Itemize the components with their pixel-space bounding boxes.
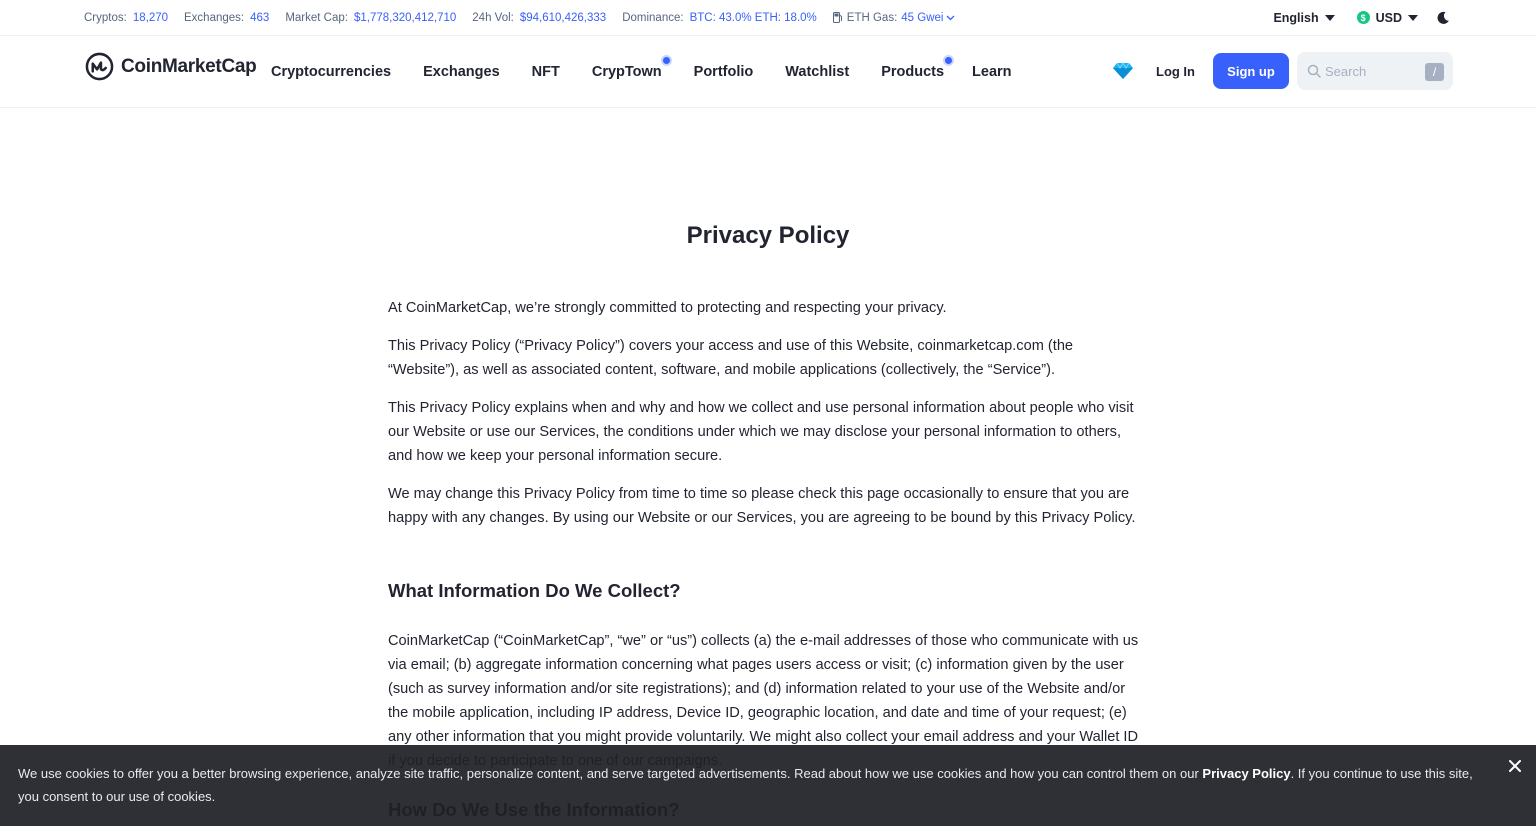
- nav-exchanges[interactable]: Exchanges: [423, 64, 500, 80]
- header-actions: [1112, 52, 1453, 90]
- stat-cryptos: [84, 12, 168, 24]
- stat-marketcap-label: Market Cap:: [285, 11, 348, 24]
- stat-cryptos-label: Cryptos:: [84, 11, 127, 24]
- cookie-message: [18, 762, 1488, 808]
- nav-learn[interactable]: Learn: [972, 64, 1012, 80]
- global-stats: [84, 0, 971, 35]
- cookie-text-after: . If you continue to use this site, you consent to our use of cookies.: [18, 766, 1473, 804]
- coinmarketcap-logo[interactable]: [85, 52, 256, 81]
- paragraph-intro: At CoinMarketCap, we’re strongly committed to protecting and respecting your privacy.: [388, 300, 947, 316]
- paragraph-explains: This Privacy Policy explains when and why and how we collect and use personal information about people who visit our Website or use our Services, the conditions under which we may disclose your personal information to others, and how we keep your personal information secure.: [388, 400, 1134, 464]
- stat-volume-value[interactable]: $94,610,426,333: [519, 11, 607, 24]
- nav-cryptown[interactable]: [592, 64, 662, 80]
- chevron-down-icon[interactable]: [946, 12, 955, 24]
- signup-button[interactable]: Sign up: [1213, 53, 1289, 89]
- page-title: Privacy Policy: [686, 222, 850, 249]
- caret-down-icon: [1408, 15, 1418, 21]
- coinmarketcap-logo-icon: [85, 52, 114, 81]
- close-icon[interactable]: [1508, 759, 1522, 773]
- paragraph-collect: CoinMarketCap (“CoinMarketCap”, “we” or “us”) collects (a) the e-mail addresses of those who communicate with us via email; (b) aggregate information concerning what pages users access or visit; (c) information given by the user (such as survey information and/or site registrations); and (d) information related to your use of the Website and/or the mobile application, including IP address, Device ID, geographic location, and date and time of your request; (e) any other information that you might provide voluntarily. We might also collect your email address and your Wallet ID: [388, 633, 1139, 745]
- nav-nft[interactable]: NFT: [531, 64, 560, 80]
- search-input[interactable]: [1325, 61, 1420, 81]
- paragraph-changes: We may change this Privacy Policy from time to time so please check this page occasionally to ensure that you are happy with any changes. By using our Website or our Services, you are agreeing to be bound by this Privacy Policy.: [388, 486, 1136, 526]
- new-indicator-dot: [945, 57, 952, 64]
- language-selector[interactable]: [1273, 11, 1334, 25]
- currency-label: USD: [1375, 10, 1402, 25]
- language-label: English: [1273, 10, 1319, 25]
- stat-eth-gas-label: ETH Gas:: [846, 11, 898, 24]
- main-nav: [271, 36, 1044, 108]
- search-icon: [1307, 64, 1321, 78]
- stat-exchanges-label: Exchanges:: [184, 11, 245, 24]
- moon-icon[interactable]: [1436, 11, 1450, 25]
- login-button[interactable]: Log In: [1156, 63, 1195, 79]
- nav-cryptocurrencies[interactable]: Cryptocurrencies: [271, 64, 392, 80]
- nav-watchlist[interactable]: Watchlist: [785, 64, 850, 80]
- diamond-icon[interactable]: [1112, 62, 1134, 80]
- logo-text: CoinMarketCap: [121, 55, 257, 77]
- nav-products-label: Products: [881, 64, 945, 80]
- stat-eth-gas-value[interactable]: 45 Gwei: [901, 11, 944, 24]
- caret-down-icon: [1325, 15, 1335, 21]
- dollar-icon: $: [1357, 11, 1370, 24]
- currency-selector[interactable]: [1357, 11, 1418, 25]
- main-header: [0, 36, 1536, 108]
- stat-dominance-value[interactable]: BTC: 43.0% ETH: 18.0%: [689, 11, 817, 24]
- stat-dominance: [622, 12, 817, 24]
- stat-dominance-label: Dominance:: [622, 11, 684, 24]
- paragraph-scope: This Privacy Policy (“Privacy Policy”) covers your access and use of this Website, coinmarketcap.com (the “Website”), as well as associated content, software, and mobile applications (collectively, the “Service”).: [388, 338, 1074, 378]
- stat-marketcap-value[interactable]: $1,778,320,412,710: [353, 11, 457, 24]
- stat-exchanges: [184, 12, 269, 24]
- stat-cryptos-value[interactable]: 18,270: [132, 11, 169, 24]
- stat-eth-gas[interactable]: [833, 12, 956, 24]
- cookie-text-before: We use cookies to offer you a better browsing experience, analyze site traffic, personalize content, and serve targeted advertisements. Read about how we use cookies and how you can control them on our: [18, 766, 1203, 781]
- stats-right-controls: [1273, 0, 1450, 35]
- stat-marketcap: [285, 12, 456, 24]
- global-stats-bar: [0, 0, 1536, 36]
- stat-volume: [472, 12, 606, 24]
- privacy-policy-link[interactable]: Privacy Policy: [1202, 766, 1291, 781]
- nav-portfolio[interactable]: Portfolio: [693, 64, 754, 80]
- stat-volume-label: 24h Vol:: [472, 11, 514, 24]
- search-box[interactable]: [1297, 52, 1453, 90]
- nav-products[interactable]: [881, 64, 944, 80]
- search-shortcut-badge: /: [1425, 63, 1444, 81]
- cookie-banner: [0, 745, 1536, 826]
- new-indicator-dot: [663, 57, 670, 64]
- stat-exchanges-value[interactable]: 463: [250, 11, 270, 24]
- nav-cryptown-label: CrypTown: [591, 64, 662, 80]
- section-heading-collect: What Information Do We Collect?: [388, 580, 681, 601]
- gas-pump-icon: [833, 12, 843, 23]
